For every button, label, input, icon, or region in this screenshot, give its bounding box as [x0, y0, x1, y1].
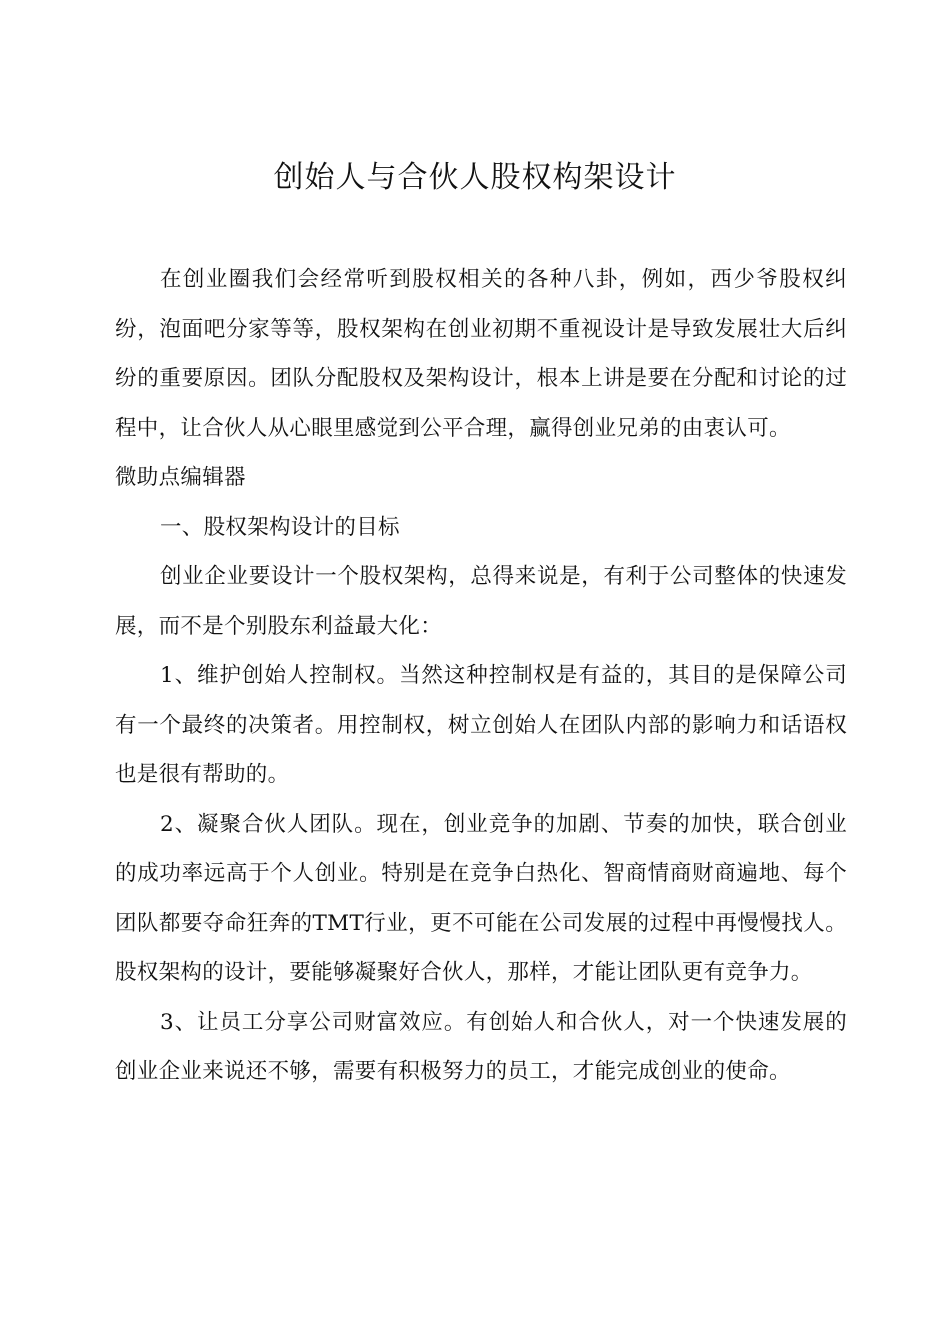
paragraph-goals-overview: 创业企业要设计一个股权架构，总得来说是，有利于公司整体的快速发展，而不是个别股东利益最大化：: [115, 564, 847, 639]
paragraph-editor-note: 微助点编辑器: [115, 465, 246, 490]
section-heading-goals: 一、股权架构设计的目标: [160, 514, 400, 540]
paragraph-point-2: 2、凝聚合伙人团队。现在，创业竞争的加剧、节奏的加快，联合创业的成功率远高于个人创业。特别是在竞争白热化、智商情商财商遍地、每个团队都要夺命狂奔的TMT行业，更不可能在公司发展的过程中再慢慢找人。股权架构的设计，要能够凝聚好合伙人，那样，才能让团队更有竞争力。: [115, 811, 847, 985]
document-body: [115, 255, 847, 1097]
document-title: 创始人与合伙人股权构架设计: [273, 160, 677, 195]
paragraph-point-3: 3、让员工分享公司财富效应。有创始人和合伙人，对一个快速发展的创业企业来说还不够，需要有积极努力的员工，才能完成创业的使命。: [115, 1009, 847, 1084]
paragraph-intro: 在创业圈我们会经常听到股权相关的各种八卦，例如，西少爷股权纠纷，泡面吧分家等等，股权架构在创业初期不重视设计是导致发展壮大后纠纷的重要原因。团队分配股权及架构设计，根本上讲是要在分配和讨论的过程中，让合伙人从心眼里感觉到公平合理，赢得创业兄弟的由衷认可。: [115, 267, 847, 441]
paragraph-point-1: 1、维护创始人控制权。当然这种控制权是有益的，其目的是保障公司有一个最终的决策者。用控制权，树立创始人在团队内部的影响力和话语权也是很有帮助的。: [115, 663, 847, 787]
